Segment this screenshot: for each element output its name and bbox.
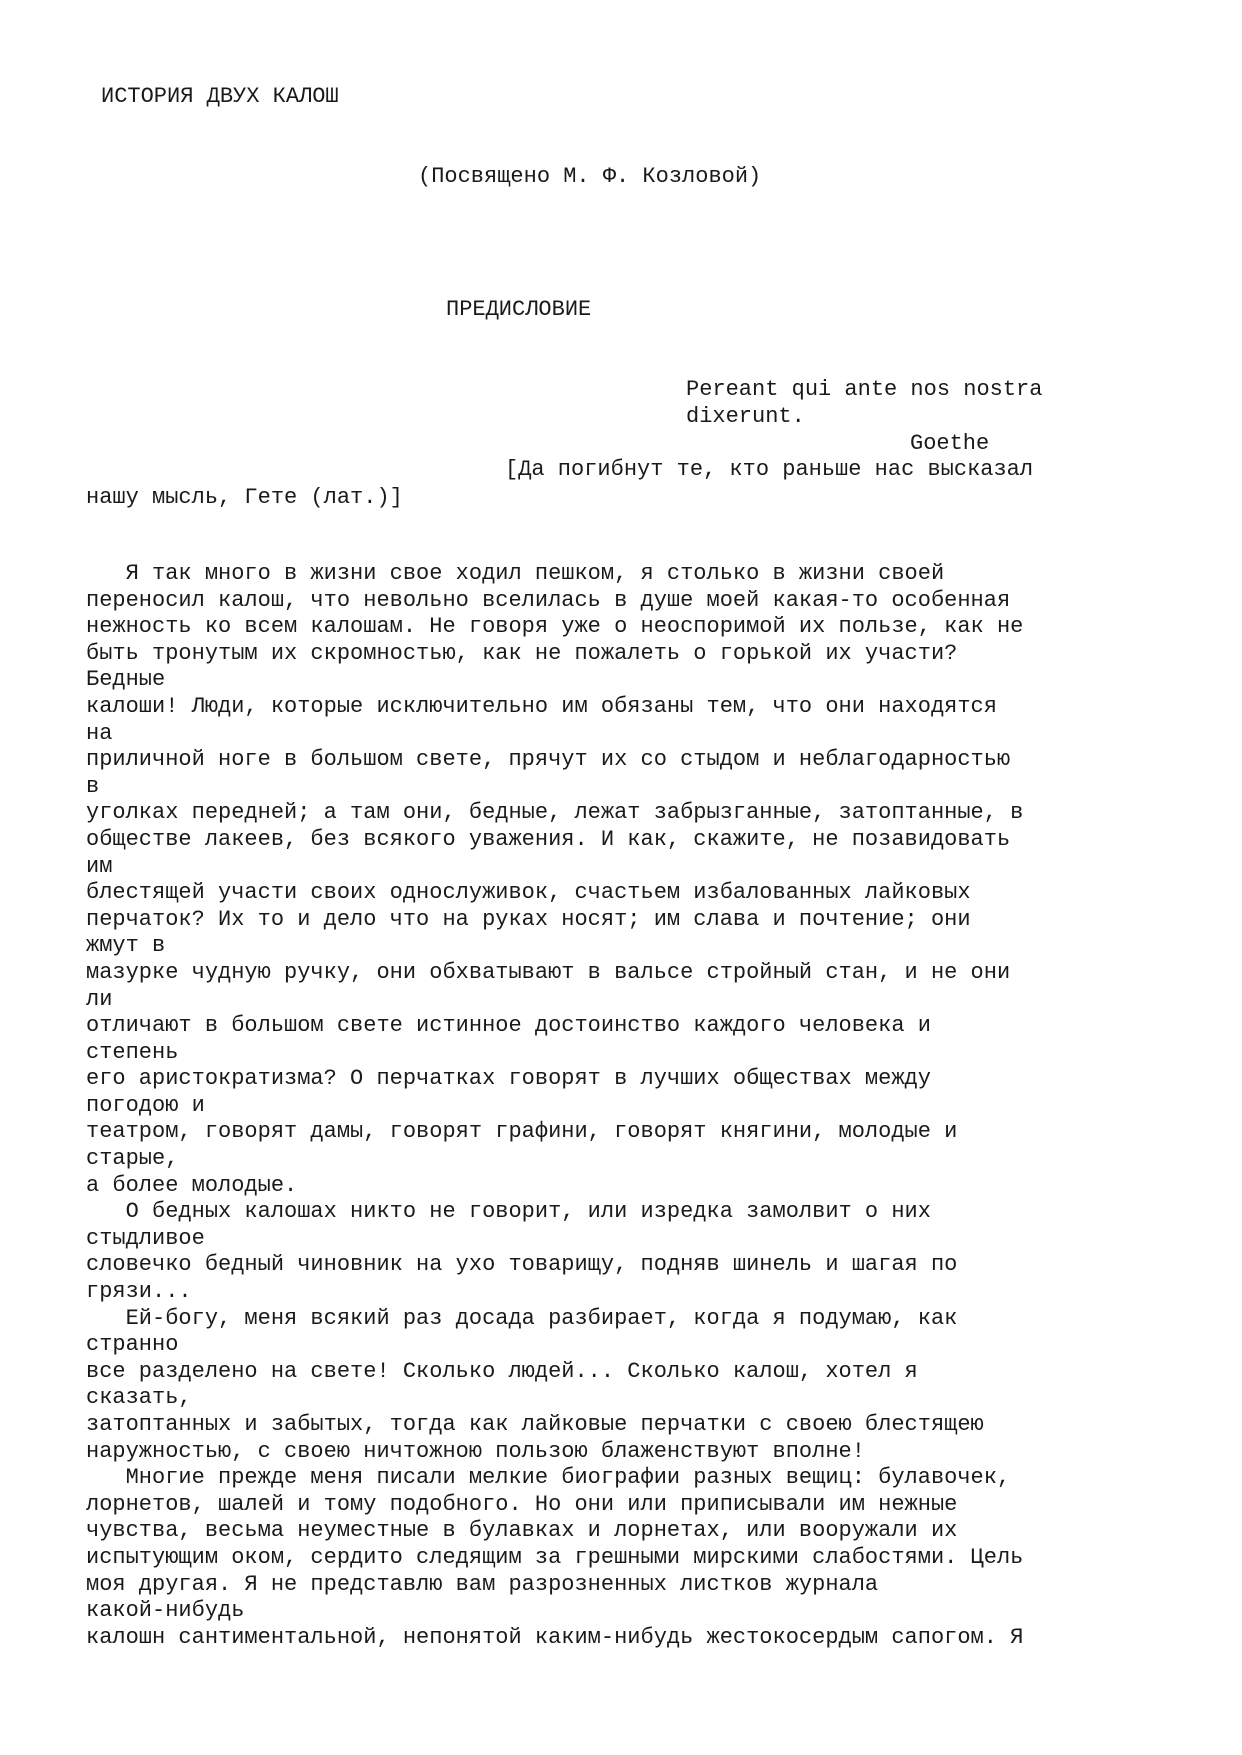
epigraph-line-2: dixerunt. (686, 404, 805, 429)
document-title: ИСТОРИЯ ДВУХ КАЛОШ (101, 84, 339, 109)
epigraph-translation-line-1: [Да погибнут те, кто раньше нас высказал (505, 457, 1034, 482)
epigraph-author: Goethe (910, 431, 990, 456)
epigraph-line-1: Pereant qui ante nos nostra (686, 377, 1043, 402)
body-text: Я так много в жизни свое ходил пешком, я столько в жизни своей переносил калош, что невольно вселилась в душе моей какая-то особенная нежность ко всем калошам. Не говоря уже о неоспоримой их пользе, как не быть тронутым их скромностью, как не пожалеть о горькой их участи? Бедные калоши! Люди, которые исключительно им обязаны тем, что они находятся на приличной ноге в большом свете, прячут их со стыдом и неблагодарностью в уголках передней; а там они, бедные, лежат забрызганные, затоптанные, в обществе лакеев, без всякого уважения. И как, скажите, не позавидовать им блестящей участи своих однослуживок, счастьем избалованных лайковых перчаток? Их то и дело что на руках носят; им слава и почтение; они жмут в мазурке чудную ручку, они обхватывают в вальсе стройный стан, и не они ли отличают в большом свете истинное достоинство каждого человека и степень его аристократизма? О перчатках говорят в лучших обществах между погодою и театром, говорят дамы, говорят графини, говорят княгини, молодые и старые, а более молодые. О бедных калошах никто не говорит, или изредка замолвит о них стыдливое словечко бедный чиновник на ухо товарищу, подняв шинель и шагая по грязи... Ей-богу, меня всякий раз досада разбирает, когда я подумаю, как странно все разделено на свете! Сколько людей... Сколько калош, хотел я сказать, затоптанных и забытых, тогда как лайковые перчатки с своею блестящею наружностью, с своею ничтожною пользою блаженствуют вполне! Многие прежде меня писали мелкие биографии разных вещиц: булавочек, лорнетов, шалей и тому подобного. Но они или приписывали им нежные чувства, весьма неуместные в булавках и лорнетах, или вооружали их испытующим оком, сердито следящим за грешными мирскими слабостями. Цель моя другая. Я не представлю вам разрозненных листков журнала какой-нибудь калошн сантиментальной, непонятой каким-нибудь жестокосердым сапогом. Я (86, 561, 1024, 1650)
section-heading: ПРЕДИСЛОВИЕ (446, 297, 592, 322)
epigraph-translation-line-2: нашу мысль, Гете (лат.)] (86, 485, 403, 510)
dedication: (Посвящено М. Ф. Козловой) (418, 164, 762, 189)
